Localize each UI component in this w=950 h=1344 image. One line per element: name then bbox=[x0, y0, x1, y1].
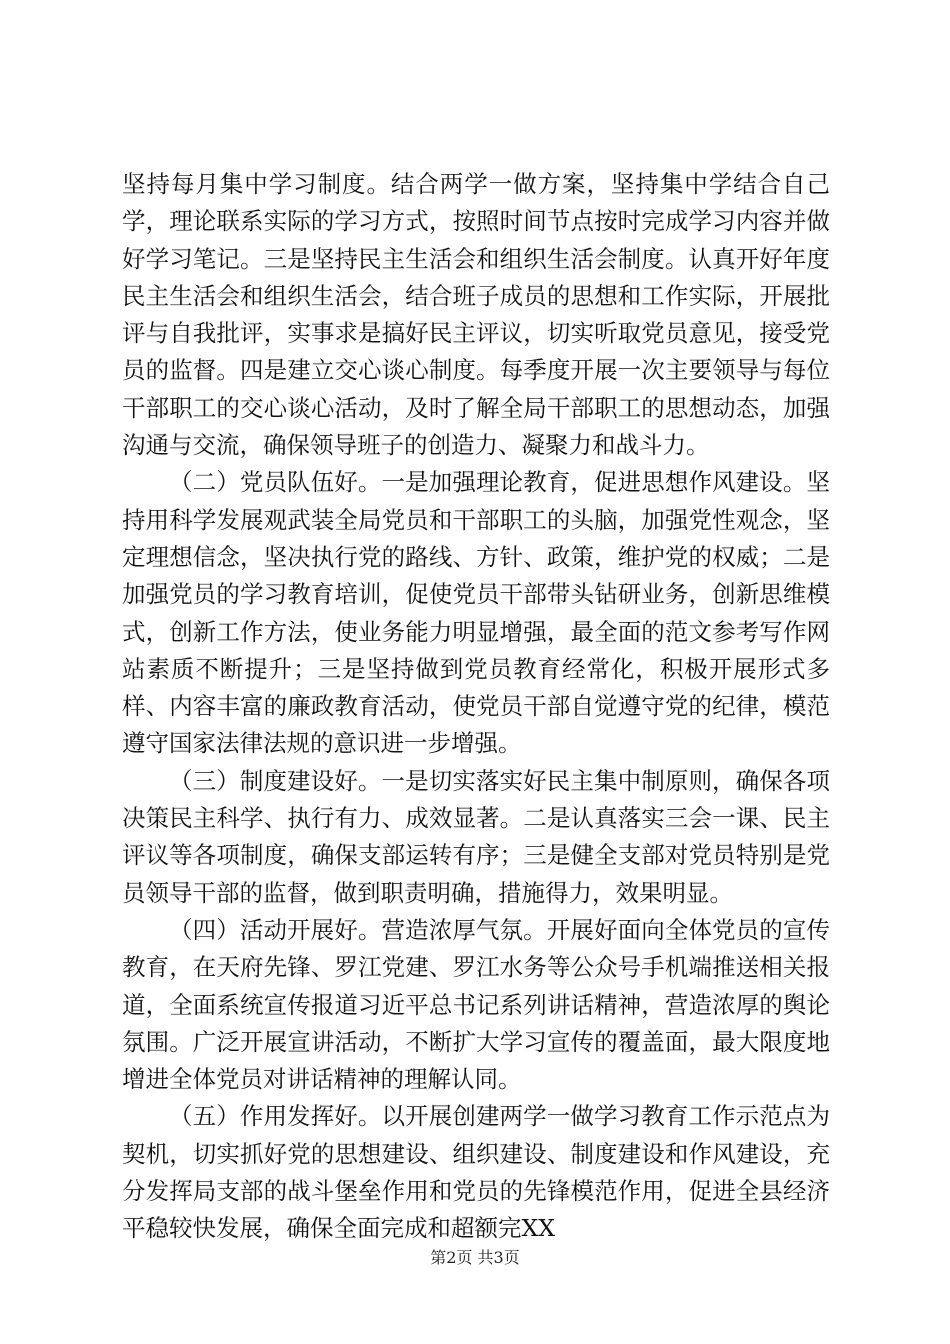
paragraph-party-members: （二）党员队伍好。一是加强理论教育，促进思想作风建设。坚持用科学发展观武装全局党员和干部职工的头脑，加强党性观念，坚定理想信念，坚决执行党的路线、方针、政策，维护党的权威；二是加强党员的学习教育培训，促使党员干部带头钻研业务，创新思维模式，创新工作方法，使业务能力明显增强，最全面的范文参考写作网站素质不断提升；三是坚持做到党员教育经常化，积极开展形式多样、内容丰富的廉政教育活动，使党员干部自觉遵守党的纪律，模范遵守国家法律法规的意识进一步增强。 bbox=[122, 468, 830, 758]
page-number-footer: 第2页 共3页 bbox=[430, 1248, 520, 1267]
paragraph-continuation: 坚持每月集中学习制度。结合两学一做方案，坚持集中学结合自己学，理论联系实际的学习方式，按照时间节点按时完成学习内容并做好学习笔记。三是坚持民主生活会和组织生活会制度。认真开好年度民主生活会和组织生活会，结合班子成员的思想和工作实际，开展批评与自我批评，实事求是搞好民主评议，切实听取党员意见，接受党员的监督。四是建立交心谈心制度。每季度开展一次主要领导与每位干部职工的交心谈心活动，及时了解全局干部职工的思想动态，加强沟通与交流，确保领导班子的创造力、凝聚力和战斗力。 bbox=[122, 170, 830, 460]
paragraph-activities: （四）活动开展好。营造浓厚气氛。开展好面向全体党员的宣传教育，在天府先锋、罗江党建、罗江水务等公众号手机端推送相关报道，全面系统宣传报道习近平总书记系列讲话精神，营造浓厚的舆论氛围。广泛开展宣讲活动，不断扩大学习宣传的覆盖面，最大限度地增进全体党员对讲话精神的理解认同。 bbox=[122, 915, 830, 1094]
paragraph-system-building: （三）制度建设好。一是切实落实好民主集中制原则，确保各项决策民主科学、执行有力、成效显著。二是认真落实三会一课、民主评议等各项制度，确保支部运转有序；三是健全支部对党员特别是党员领导干部的监督，做到职责明确，措施得力，效果明显。 bbox=[122, 766, 830, 907]
paragraph-role-play: （五）作用发挥好。以开展创建两学一做学习教育工作示范点为契机，切实抓好党的思想建设、组织建设、制度建设和作风建设，充分发挥局支部的战斗堡垒作用和党员的先锋模范作用，促进全县经济平稳较快发展，确保全面完成和超额完XX bbox=[122, 1102, 830, 1243]
document-body bbox=[122, 166, 830, 1248]
